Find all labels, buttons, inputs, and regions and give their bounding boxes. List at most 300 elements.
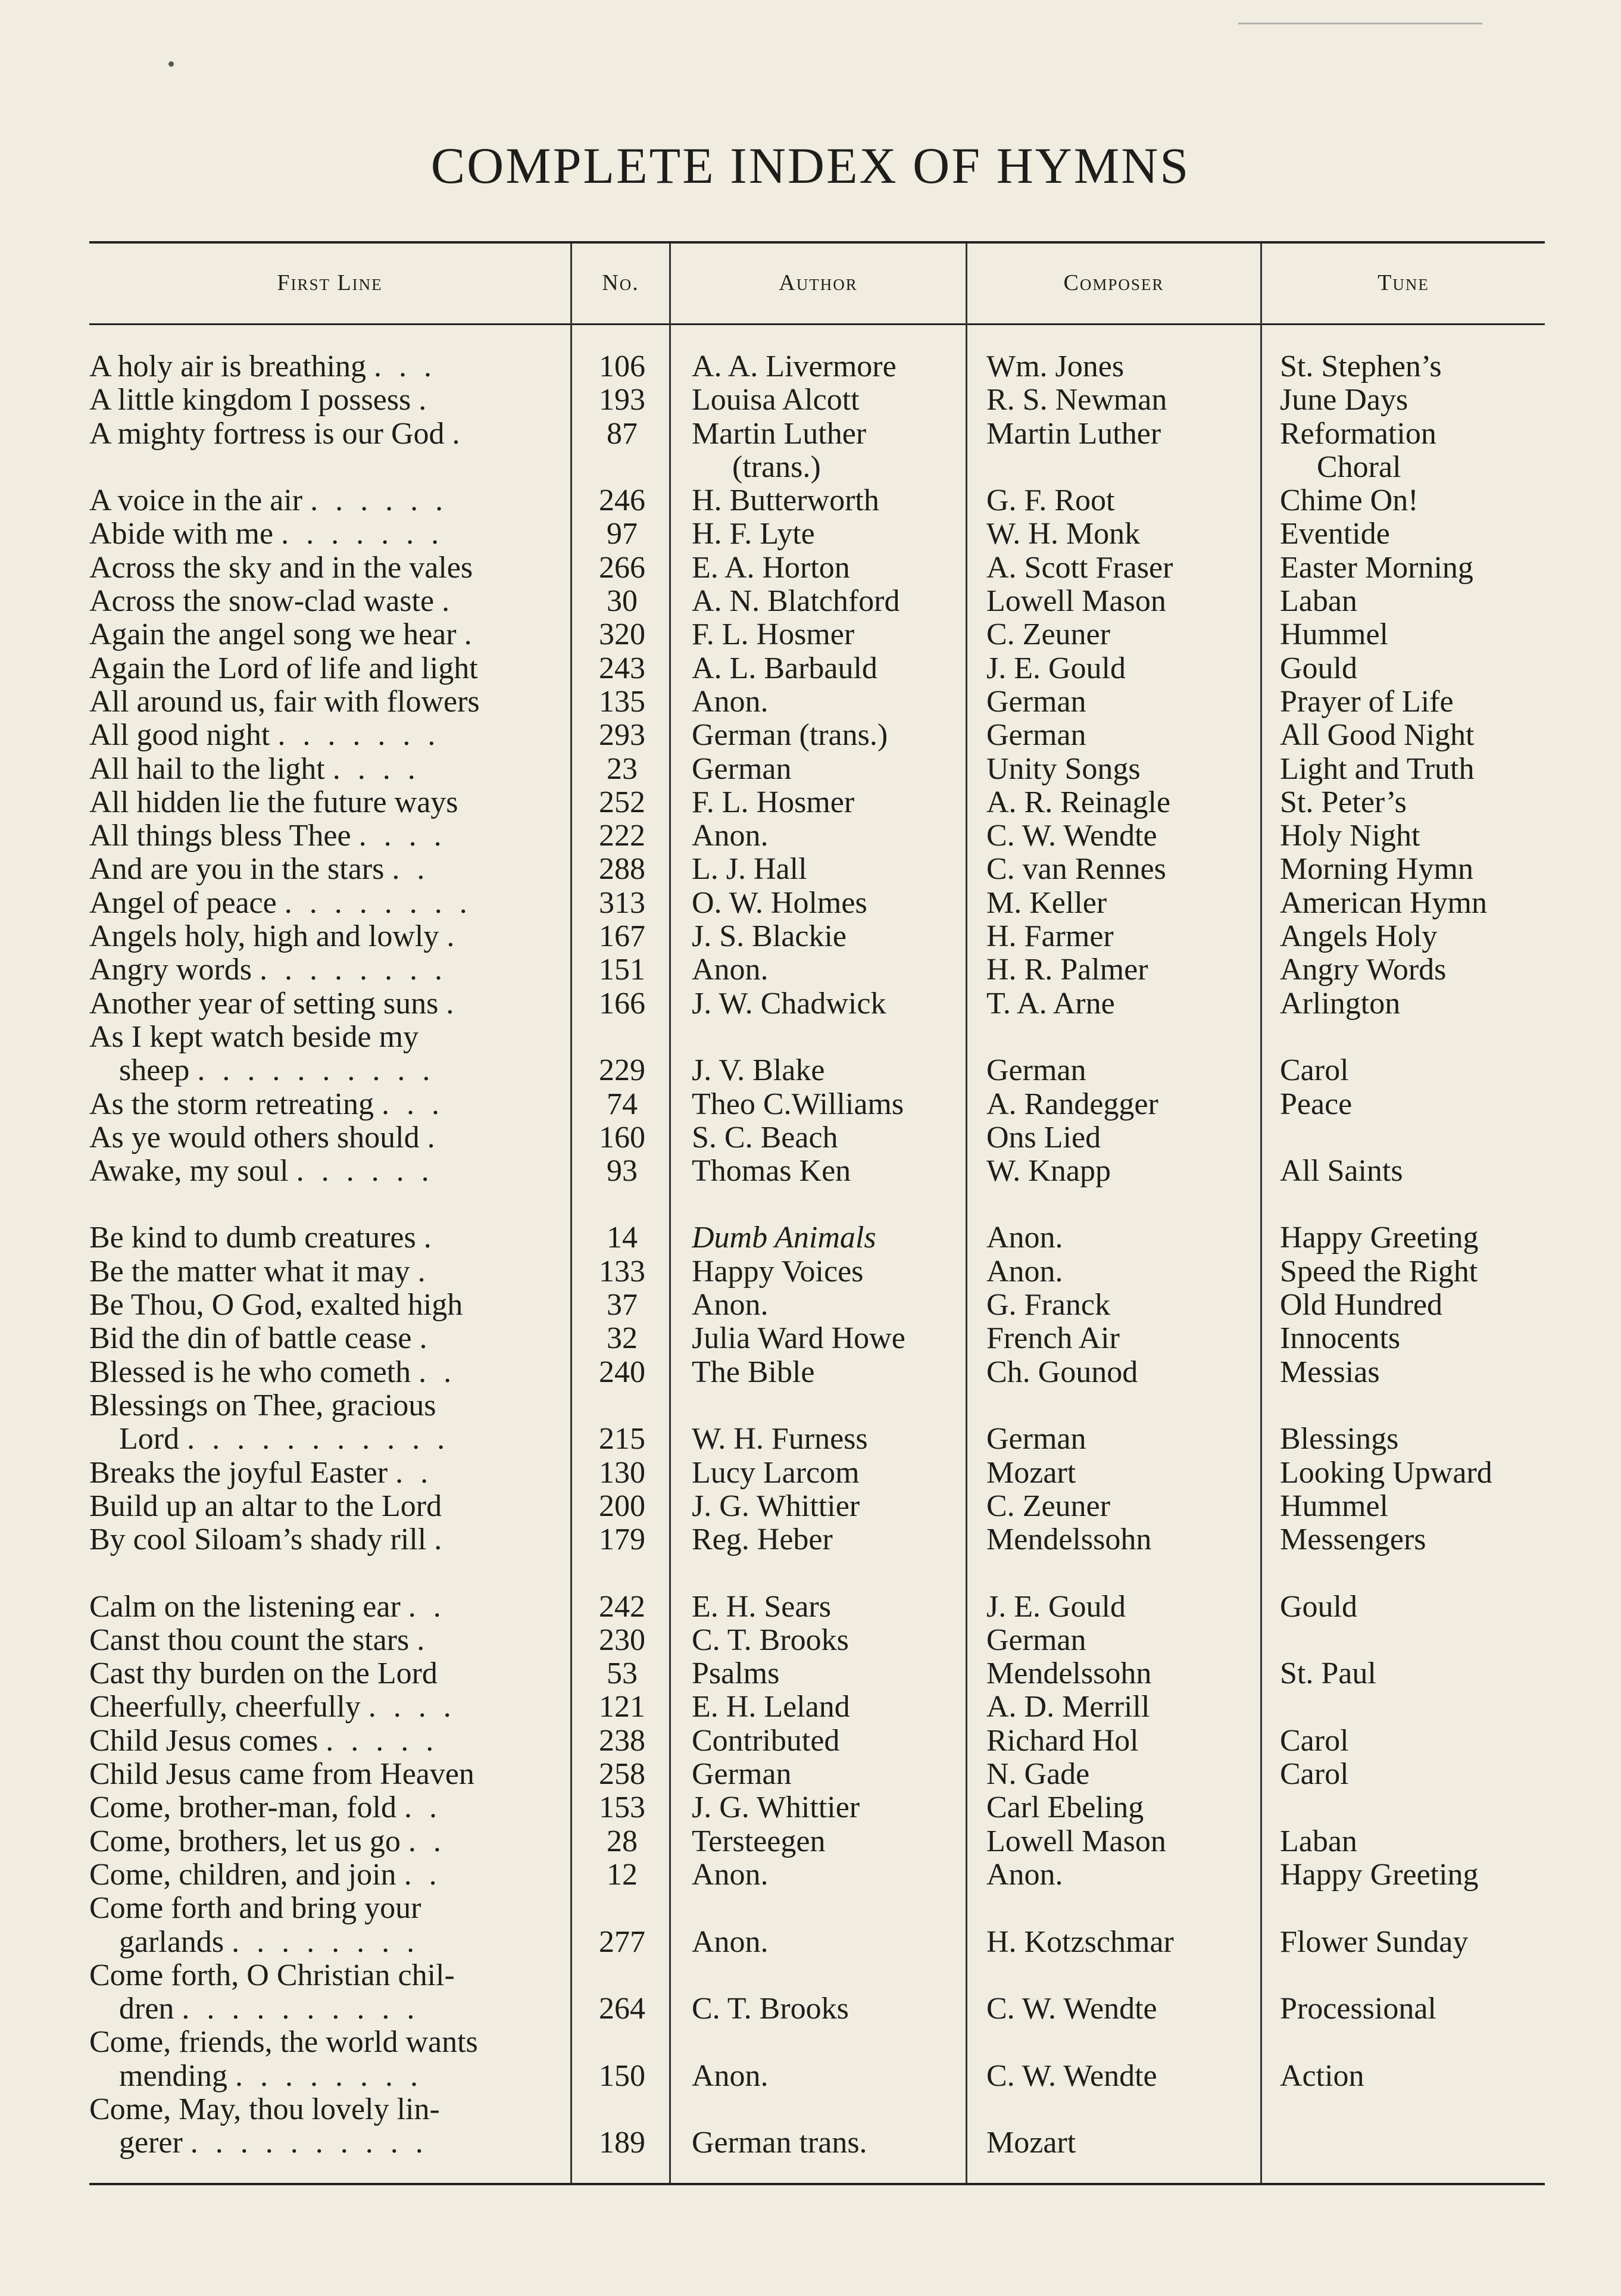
composer-cell: Carl Ebeling	[986, 1791, 1144, 1824]
hymn-number-cell	[574, 1892, 670, 1925]
first-line-cell	[89, 887, 554, 920]
author-cell	[692, 1389, 963, 1422]
author-cell: Reg. Heber	[692, 1523, 833, 1556]
first-line-cell	[89, 1825, 554, 1858]
first-line-cell	[89, 1690, 554, 1724]
first-line-cell	[89, 953, 554, 987]
first-line-text: Across the snow-clad waste	[89, 585, 435, 618]
first-line-cell	[89, 1892, 554, 1925]
hymn-number-cell: 200	[599, 1490, 645, 1523]
first-line-cell	[89, 652, 554, 685]
first-line-text: Come, brother-man, fold	[89, 1791, 396, 1824]
author-cell: H. Butterworth	[692, 484, 879, 517]
dot-leader: .	[418, 383, 432, 417]
first-line-cell	[89, 2026, 554, 2059]
composer-cell: Anon.	[986, 1221, 1063, 1255]
hymn-number-cell: 215	[599, 1422, 645, 1456]
author-cell: German trans.	[692, 2126, 867, 2160]
tune-cell	[1280, 1021, 1545, 1054]
table-row	[0, 2060, 1621, 2093]
first-line-text: Be the matter what it may	[89, 1255, 410, 1289]
tune-cell: Carol	[1280, 1758, 1349, 1791]
composer-cell	[986, 451, 1257, 484]
first-line-cell	[89, 1088, 554, 1121]
author-cell: Anon.	[692, 685, 769, 719]
table-row	[0, 1624, 1621, 1657]
hymn-number-cell: 246	[599, 484, 645, 517]
composer-cell: Lowell Mason	[986, 1825, 1166, 1858]
dot-leader: . .	[395, 1456, 433, 1490]
composer-cell: C. Zeuner	[986, 618, 1110, 651]
composer-cell	[986, 1892, 1257, 1925]
author-cell: Anon.	[692, 1858, 769, 1892]
tune-cell: St. Paul	[1280, 1657, 1376, 1690]
scan-speck	[168, 61, 174, 67]
tune-cell: Looking Upward	[1280, 1456, 1492, 1490]
author-cell: W. H. Furness	[692, 1422, 868, 1456]
first-line-text: Angel of peace	[89, 887, 277, 920]
table-row	[0, 1121, 1621, 1155]
first-line-text: Cast thy burden on the Lord	[89, 1657, 438, 1690]
author-cell: A. N. Blatchford	[692, 585, 900, 618]
first-line-cell	[119, 2060, 554, 2093]
first-line-text: By cool Siloam’s shady rill	[89, 1523, 427, 1556]
composer-cell: T. A. Arne	[986, 987, 1115, 1021]
tune-cell	[1280, 1121, 1545, 1155]
first-line-text: garlands	[119, 1926, 224, 1959]
composer-cell: French Air	[986, 1322, 1120, 1355]
tune-cell: Chime On!	[1280, 484, 1419, 517]
composer-cell: Ons Lied	[986, 1121, 1101, 1155]
tune-cell: Laban	[1280, 1825, 1357, 1858]
table-row	[0, 484, 1621, 517]
first-line-cell	[89, 1021, 554, 1054]
first-line-cell	[89, 350, 554, 383]
dot-leader: . .	[408, 1825, 446, 1858]
first-line-cell	[89, 551, 554, 585]
dot-leader: . . . .	[358, 819, 446, 853]
author-cell: F. L. Hosmer	[692, 618, 855, 651]
tune-cell	[1280, 2126, 1545, 2160]
dot-leader: . . . .	[332, 753, 420, 786]
table-row	[0, 1992, 1621, 2026]
hymn-number-cell: 277	[599, 1926, 645, 1959]
dot-leader: . . . . . . . .	[284, 887, 472, 920]
tune-cell: Holy Night	[1280, 819, 1420, 853]
first-line-text: Cheerfully, cheerfully	[89, 1690, 361, 1724]
first-line-cell	[89, 685, 554, 719]
first-line-cell	[89, 451, 554, 484]
composer-cell	[986, 1389, 1257, 1422]
author-cell: Anon.	[692, 1926, 769, 1959]
author-cell: J. G. Whittier	[692, 1490, 860, 1523]
header-tune: Tune	[1378, 270, 1429, 295]
first-line-text: Come forth and bring your	[89, 1892, 421, 1925]
composer-cell: W. Knapp	[986, 1155, 1111, 1188]
dot-leader: .	[423, 1221, 436, 1255]
dot-leader: . . . . . . . .	[232, 1926, 420, 1959]
composer-cell: R. S. Newman	[986, 383, 1167, 417]
hymn-number-cell: 30	[607, 585, 638, 618]
first-line-cell	[89, 1356, 554, 1389]
first-line-text: Awake, my soul	[89, 1155, 289, 1188]
table-row	[0, 1456, 1621, 1490]
hymn-number-cell	[574, 1021, 670, 1054]
first-line-text: Lord	[119, 1422, 180, 1456]
author-cell: Martin Luther	[692, 417, 867, 451]
table-row	[0, 853, 1621, 886]
hymn-number-cell: 242	[599, 1590, 645, 1624]
author-cell: F. L. Hosmer	[692, 786, 855, 819]
composer-cell: C. Zeuner	[986, 1490, 1110, 1523]
author-cell	[692, 1892, 963, 1925]
author-cell: H. F. Lyte	[692, 517, 815, 551]
table-row	[0, 987, 1621, 1021]
first-line-text: Again the angel song we hear	[89, 618, 457, 651]
tune-cell: Light and Truth	[1280, 753, 1475, 786]
first-line-cell	[89, 1490, 554, 1523]
hymn-number-cell: 167	[599, 920, 645, 953]
author-cell: C. T. Brooks	[692, 1992, 849, 2026]
hymn-number-cell: 166	[599, 987, 645, 1021]
dot-leader: .	[419, 1322, 432, 1355]
author-cell: Contributed	[692, 1724, 840, 1758]
hymn-number-cell: 53	[607, 1657, 638, 1690]
hymn-number-cell: 288	[599, 853, 645, 886]
dot-leader: .	[446, 920, 460, 953]
first-line-cell	[89, 1121, 554, 1155]
dot-leader: .	[442, 585, 455, 618]
tune-cell: Processional	[1280, 1992, 1436, 2026]
first-line-cell	[89, 1155, 554, 1188]
first-line-cell	[89, 1456, 554, 1490]
dot-leader: . . . . . .	[296, 1155, 434, 1188]
table-row	[0, 887, 1621, 920]
tune-cell: Prayer of Life	[1280, 685, 1454, 719]
composer-cell: German	[986, 1422, 1086, 1456]
dot-leader: .	[417, 1255, 430, 1289]
composer-cell: A. Scott Fraser	[986, 551, 1173, 585]
hymn-number-cell: 37	[607, 1289, 638, 1322]
hymn-number-cell: 12	[607, 1858, 638, 1892]
hymn-number-cell	[574, 451, 670, 484]
author-cell: German (trans.)	[692, 719, 888, 752]
first-line-cell	[89, 1322, 554, 1355]
first-line-cell	[89, 1289, 554, 1322]
first-line-text: And are you in the stars	[89, 853, 385, 886]
dot-leader: . . . . . . . . . .	[182, 1992, 420, 2026]
composer-cell: Richard Hol	[986, 1724, 1139, 1758]
tune-cell	[1280, 1791, 1545, 1824]
table-row	[0, 618, 1621, 651]
author-cell: E. A. Horton	[692, 551, 850, 585]
first-line-cell	[89, 1959, 554, 1992]
header-composer: Composer	[1063, 270, 1164, 295]
first-line-text: Come, May, thou lovely lin-	[89, 2093, 440, 2126]
tune-cell	[1280, 1892, 1545, 1925]
tune-cell: Messengers	[1280, 1523, 1426, 1556]
composer-cell: German	[986, 685, 1086, 719]
tune-cell: Peace	[1280, 1088, 1353, 1121]
author-cell: O. W. Holmes	[692, 887, 867, 920]
first-line-cell	[89, 987, 554, 1021]
dot-leader: .	[427, 1121, 440, 1155]
table-row	[0, 1690, 1621, 1724]
composer-cell: German	[986, 1054, 1086, 1087]
hymn-number-cell: 121	[599, 1690, 645, 1724]
first-line-text: Canst thou count the stars	[89, 1624, 410, 1657]
hymn-number-cell: 222	[599, 819, 645, 853]
composer-cell: Anon.	[986, 1858, 1063, 1892]
table-row	[0, 1322, 1621, 1355]
composer-cell: Anon.	[986, 1255, 1063, 1289]
top-rule	[89, 241, 1545, 244]
first-line-text: All hidden lie the future ways	[89, 786, 458, 819]
table-row	[0, 1490, 1621, 1523]
hymn-number-cell: 193	[599, 383, 645, 417]
tune-cell: Happy Greeting	[1280, 1858, 1479, 1892]
table-row	[0, 383, 1621, 417]
author-cell: A. A. Livermore	[692, 350, 897, 383]
dot-leader: . . .	[381, 1088, 444, 1121]
hymn-number-cell: 153	[599, 1791, 645, 1824]
hymn-number-cell: 252	[599, 786, 645, 819]
author-cell: Dumb Animals	[692, 1221, 876, 1255]
hymn-number-cell	[574, 1959, 670, 1992]
hymn-number-cell: 106	[599, 350, 645, 383]
tune-cell: Morning Hymn	[1280, 853, 1473, 886]
tune-cell: Hummel	[1280, 1490, 1388, 1523]
first-line-text: Another year of setting suns	[89, 987, 439, 1021]
composer-cell: Mendelssohn	[986, 1523, 1152, 1556]
tune-cell	[1280, 2093, 1545, 2126]
first-line-cell	[89, 1221, 554, 1255]
author-cell: German	[692, 1758, 792, 1791]
first-line-cell	[89, 920, 554, 953]
table-row	[0, 1791, 1621, 1824]
hymn-number-cell: 97	[607, 517, 638, 551]
author-cell	[692, 2093, 963, 2126]
first-line-text: Come, brothers, let us go	[89, 1825, 401, 1858]
table-row	[0, 1858, 1621, 1892]
table-row	[0, 1892, 1621, 1925]
table-row	[0, 652, 1621, 685]
composer-cell: Wm. Jones	[986, 350, 1125, 383]
hymn-number-cell: 74	[607, 1088, 638, 1121]
tune-cell: Old Hundred	[1280, 1289, 1442, 1322]
table-row	[0, 953, 1621, 987]
author-cell: C. T. Brooks	[692, 1624, 849, 1657]
hymn-number-cell: 238	[599, 1724, 645, 1758]
author-cell: J. S. Blackie	[692, 920, 847, 953]
first-line-text: A holy air is breathing	[89, 350, 367, 383]
hymn-number-cell: 14	[607, 1221, 638, 1255]
table-row	[0, 819, 1621, 853]
first-line-text: Child Jesus comes	[89, 1724, 318, 1758]
tune-cell: Messias	[1280, 1356, 1380, 1389]
author-cell: Lucy Larcom	[692, 1456, 860, 1490]
first-line-cell	[89, 1758, 554, 1791]
author-cell	[692, 1021, 963, 1054]
composer-cell: J. E. Gould	[986, 1590, 1126, 1624]
composer-cell: Martin Luther	[986, 417, 1161, 451]
hymn-number-cell: 258	[599, 1758, 645, 1791]
table-row	[0, 2126, 1621, 2160]
table-row	[0, 1758, 1621, 1791]
first-line-cell	[89, 1858, 554, 1892]
hymn-number-cell: 230	[599, 1624, 645, 1657]
composer-cell: M. Keller	[986, 887, 1107, 920]
table-row	[0, 1657, 1621, 1690]
composer-cell: German	[986, 719, 1086, 752]
first-line-text: Blessed is he who cometh	[89, 1356, 411, 1389]
table-row	[0, 1155, 1621, 1188]
hymn-number-cell: 150	[599, 2060, 645, 2093]
header-author: Author	[779, 270, 858, 295]
tune-cell: Innocents	[1280, 1322, 1401, 1355]
hymn-number-cell: 229	[599, 1054, 645, 1087]
first-line-cell	[89, 1389, 554, 1422]
table-row	[0, 1389, 1621, 1422]
header-rule	[89, 323, 1545, 325]
author-cell: Louisa Alcott	[692, 383, 860, 417]
author-cell: German	[692, 753, 792, 786]
table-row	[0, 1054, 1621, 1087]
author-cell: Anon.	[692, 2060, 769, 2093]
table-row	[0, 417, 1621, 451]
tune-cell: Action	[1280, 2060, 1364, 2093]
dot-leader: . . . .	[368, 1690, 456, 1724]
header-first-line: First Line	[277, 270, 383, 295]
first-line-cell	[89, 753, 554, 786]
composer-cell: Ch. Gounod	[986, 1356, 1138, 1389]
tune-cell: Happy Greeting	[1280, 1221, 1479, 1255]
first-line-text: Bid the din of battle cease	[89, 1322, 412, 1355]
dot-leader: .	[446, 987, 459, 1021]
table-row	[0, 585, 1621, 618]
dot-leader: . . . . . . . . . .	[190, 2126, 428, 2160]
table-row	[0, 1926, 1621, 1959]
author-cell: A. L. Barbauld	[692, 652, 877, 685]
composer-cell: H. Kotzschmar	[986, 1926, 1174, 1959]
tune-cell: Hummel	[1280, 618, 1388, 651]
hymn-number-cell: 320	[599, 618, 645, 651]
composer-cell: C. W. Wendte	[986, 2060, 1157, 2093]
table-row	[0, 1422, 1621, 1456]
tune-cell: Choral	[1317, 451, 1401, 484]
author-cell: Tersteegen	[692, 1825, 826, 1858]
first-line-cell	[119, 1054, 554, 1087]
hymn-number-cell: 32	[607, 1322, 638, 1355]
dot-leader: . .	[418, 1356, 457, 1389]
dot-leader: . . . . .	[326, 1724, 439, 1758]
table-row	[0, 1724, 1621, 1758]
composer-cell	[986, 1959, 1257, 1992]
composer-cell: G. F. Root	[986, 484, 1115, 517]
tune-cell: Arlington	[1280, 987, 1401, 1021]
dot-leader: . . .	[374, 350, 437, 383]
first-line-cell	[89, 2093, 554, 2126]
first-line-text: A voice in the air	[89, 484, 303, 517]
first-line-text: dren	[119, 1992, 174, 2026]
author-cell: E. H. Leland	[692, 1690, 850, 1724]
first-line-text: As ye would others should	[89, 1121, 420, 1155]
first-line-cell	[89, 1523, 554, 1556]
hymn-number-cell: 189	[599, 2126, 645, 2160]
tune-cell: All Saints	[1280, 1155, 1403, 1188]
author-cell: (trans.)	[732, 451, 821, 484]
hymn-number-cell	[574, 2093, 670, 2126]
table-row	[0, 1088, 1621, 1121]
composer-cell: C. W. Wendte	[986, 819, 1157, 853]
hymn-number-cell: 266	[599, 551, 645, 585]
author-cell: L. J. Hall	[692, 853, 807, 886]
tune-cell: St. Peter’s	[1280, 786, 1407, 819]
first-line-text: As the storm retreating	[89, 1088, 374, 1121]
first-line-cell	[119, 2126, 554, 2160]
hymn-number-cell: 130	[599, 1456, 645, 1490]
tune-cell: All Good Night	[1280, 719, 1475, 752]
hymn-number-cell: 179	[599, 1523, 645, 1556]
tune-cell: Reformation	[1280, 417, 1436, 451]
composer-cell: N. Gade	[986, 1758, 1090, 1791]
hymn-number-cell: 133	[599, 1255, 645, 1289]
hymn-number-cell: 93	[607, 1155, 638, 1188]
tune-cell: Laban	[1280, 585, 1357, 618]
table-row	[0, 920, 1621, 953]
composer-cell: Unity Songs	[986, 753, 1141, 786]
first-line-text: Be Thou, O God, exalted high	[89, 1289, 463, 1322]
first-line-cell	[119, 1422, 554, 1456]
composer-cell: W. H. Monk	[986, 517, 1141, 551]
table-row	[0, 551, 1621, 585]
first-line-text: All good night	[89, 719, 270, 752]
first-line-text: Come, friends, the world wants	[89, 2026, 478, 2059]
first-line-text: As I kept watch beside my	[89, 1021, 419, 1054]
dot-leader: . . . . . . .	[281, 517, 444, 551]
bottom-rule	[89, 2183, 1545, 2185]
author-cell: Anon.	[692, 953, 769, 987]
dot-leader: . .	[408, 1590, 446, 1624]
tune-cell: Easter Morning	[1280, 551, 1473, 585]
first-line-cell	[119, 1926, 554, 1959]
composer-cell: C. W. Wendte	[986, 1992, 1157, 2026]
first-line-text: Calm on the listening ear	[89, 1590, 401, 1624]
tune-cell: Speed the Right	[1280, 1255, 1478, 1289]
table-row	[0, 1825, 1621, 1858]
scan-mark	[1238, 23, 1482, 24]
tune-cell: Eventide	[1280, 517, 1390, 551]
hymn-number-cell	[574, 2026, 670, 2059]
first-line-cell	[89, 819, 554, 853]
first-line-cell	[89, 517, 554, 551]
first-line-text: Child Jesus came from Heaven	[89, 1758, 474, 1791]
first-line-text: A mighty fortress is our God	[89, 417, 445, 451]
hymn-number-cell: 240	[599, 1356, 645, 1389]
first-line-text: Again the Lord of life and light	[89, 652, 478, 685]
first-line-cell	[89, 585, 554, 618]
composer-cell: A. D. Merrill	[986, 1690, 1150, 1724]
composer-cell: German	[986, 1624, 1086, 1657]
table-row	[0, 1523, 1621, 1556]
first-line-cell	[89, 417, 554, 451]
composer-cell: Mozart	[986, 2126, 1076, 2160]
author-cell: E. H. Sears	[692, 1590, 831, 1624]
composer-cell: G. Franck	[986, 1289, 1110, 1322]
dot-leader: . .	[404, 1791, 442, 1824]
tune-cell: Carol	[1280, 1054, 1349, 1087]
author-cell: J. V. Blake	[692, 1054, 825, 1087]
